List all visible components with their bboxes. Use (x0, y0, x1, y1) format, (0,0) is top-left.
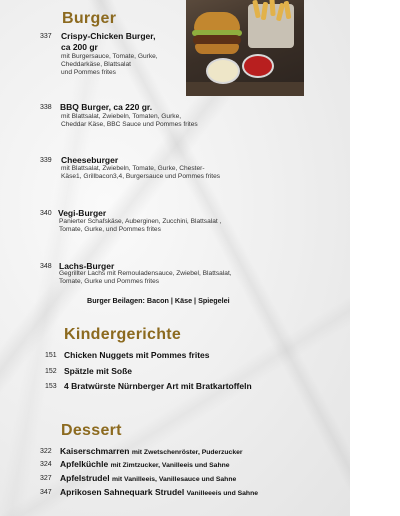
item-extra: mit Vanilleeis, Vanillesauce und Sahne (111, 476, 237, 483)
item-description: Tomate, Gurke, und Pommes frites (59, 226, 161, 233)
item-description: mit Blattsalat, Zwiebeln, Tomaten, Gurke, (61, 113, 182, 120)
item-name-main: Apfelstrudel (60, 473, 110, 483)
burger-fries-photo (186, 0, 304, 96)
item-name: Spätzle mit Soße (64, 366, 133, 376)
item-number: 339 (40, 157, 52, 164)
item-name: 4 Bratwürste Nürnberger Art mit Bratkartoffeln (64, 381, 252, 391)
item-name: Lachs-Burger (59, 261, 115, 271)
section-title-burger: Burger (62, 10, 117, 27)
item-description: Käse1, Grillbacon3,4, Burgersauce und Pommes frites (61, 173, 221, 180)
item-number: 151 (45, 352, 57, 359)
item-description: Tomate, Gurke und Pommes frites (59, 278, 160, 285)
item-name (60, 459, 230, 469)
item-name-main: Kaiserschmarren (60, 446, 130, 456)
item-description: Cheddar Käse, BBC Sauce und Pommes frites (61, 121, 198, 128)
item-extra: Vanilleeeis und Sahne (186, 490, 259, 497)
item-description: Cheddarkäse, Blattsalat (61, 61, 132, 68)
item-name (60, 446, 243, 456)
section-title-dessert: Dessert (61, 422, 122, 439)
item-name: Vegi-Burger (58, 208, 107, 218)
item-name (60, 473, 236, 483)
item-number: 337 (40, 33, 52, 40)
item-description: mit Burgersauce, Tomate, Gurke, (61, 53, 158, 60)
item-number: 322 (40, 448, 52, 455)
item-number: 347 (40, 489, 52, 496)
item-name: Crispy-Chicken Burger, (61, 31, 156, 41)
item-number: 348 (40, 263, 52, 270)
item-extra: mit Zimtzucker, Vanilleeis und Sahne (110, 462, 230, 469)
item-number: 152 (45, 368, 57, 375)
item-name: Cheeseburger (61, 155, 119, 165)
item-number: 327 (40, 475, 52, 482)
burger-beilagen: Burger Beilagen: Bacon | Käse | Spiegelei (87, 296, 230, 305)
item-name: BBQ Burger, ca 220 gr. (60, 102, 153, 112)
item-name-main: Aprikosen Sahnequark Strudel (60, 487, 185, 497)
item-name (60, 487, 258, 497)
item-number: 153 (45, 383, 57, 390)
item-extra: mit Zwetschenröster, Puderzucker (131, 449, 243, 456)
page-margin (350, 0, 400, 516)
item-name-main: Apfelküchle (60, 459, 109, 469)
item-description: Panierter Schafskäse, Auberginen, Zucchini, Blattsalat , (59, 218, 222, 225)
item-number: 324 (40, 461, 52, 468)
item-description: mit Blattsalat, Zwiebeln, Tomate, Gurke, Chester- (61, 165, 205, 172)
item-description: Gegrillter Lachs mit Remouladensauce, Zwiebel, Blattsalat, (59, 270, 232, 277)
item-description: und Pommes frites (61, 69, 116, 76)
item-number: 338 (40, 104, 52, 111)
section-title-kindergerichte: Kindergerichte (64, 326, 182, 343)
item-name-line2: ca 200 gr (61, 42, 98, 52)
item-number: 340 (40, 210, 52, 217)
item-name: Chicken Nuggets mit Pommes frites (64, 350, 210, 360)
